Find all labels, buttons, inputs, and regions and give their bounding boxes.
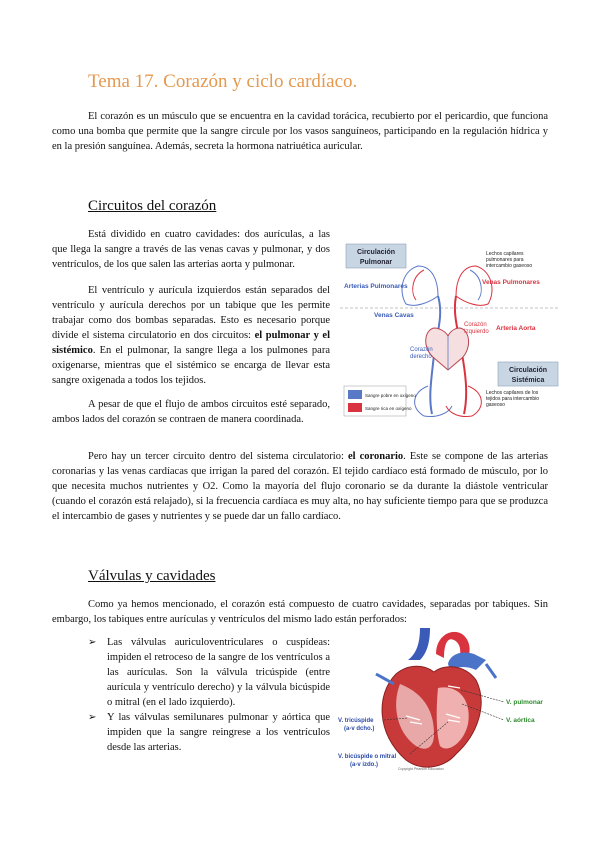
label-lechos-top-2: pulmonares para: [486, 257, 524, 263]
circulation-diagram: [340, 236, 560, 420]
label-v-tricuspide-2: (a-v dcho.): [344, 726, 375, 732]
list-item-text: Las válvulas auriculoventriculares o cuspídeas: impiden el retroceso de la sangre de los ventrículos a las aurículas. Son la válvula tricúspide (entre aurícula y ventrículo derecho) y la válvula bicúspide o mitral (en el lado izquierdo).: [107, 637, 330, 708]
legend-swatch-red: [348, 403, 362, 412]
lung-right-vessels: [470, 270, 481, 300]
box-sistemica-line1: Circulación: [508, 367, 548, 374]
legend-pobre: Sangre pobre en oxígeno: [365, 393, 416, 398]
label-arterias-pulmonares: Arterias Pulmonares: [344, 283, 408, 290]
label-lechos-bottom-3: gaseoso: [486, 402, 505, 408]
label-v-pulmonar: V. pulmonar: [506, 699, 543, 706]
box-pulmonar-line1: Circulación: [356, 249, 396, 256]
label-v-bicuspide-1: V. bicúspide o mitral: [338, 754, 397, 760]
valvulas-list: [88, 635, 330, 755]
circuitos-paragraph-3: A pesar de que el flujo de ambos circuitos esté separado, ambos lados del corazón se contraen de manera coordinada.: [52, 399, 330, 425]
intro-paragraph: El corazón es un músculo que se encuentra en la cavidad torácica, recubierto por el pericardio, que funciona como una bomba que permite que la sangre circule por los vasos sanguíneos, participando en la regulación hídrica y en la presión sanguínea. Además, secreta la hormona natriuética auricular.: [52, 111, 548, 152]
label-lechos-top-1: Lechos capilares: [486, 251, 524, 257]
label-corazon-der-2: derecho: [410, 354, 432, 360]
section-heading-valvulas: Válvulas y cavidades: [88, 568, 216, 584]
lung-left-vessels: [413, 270, 424, 300]
list-item: [88, 635, 330, 710]
list-item-text: Y las válvulas semilunares pulmonar y aórtica que impiden que la sangre reingrese a los ventrículos desde las arterias.: [107, 712, 330, 753]
legend-swatch-blue: [348, 390, 362, 399]
capillary-left: [415, 386, 452, 417]
bold-term: el pulmonar y el sistémico: [52, 330, 331, 356]
legend-rica: Sangre rica en oxígeno: [365, 406, 412, 411]
label-lechos-top-3: intercambio gaseoso: [486, 263, 533, 269]
superior-vena-cava: [408, 628, 430, 660]
text-run: . En el pulmonar, la sangre llega a los pulmones para oxigenarse, mientras que el sistémico se encarga de llevar esta sangre oxigenada a todos los tejidos.: [52, 345, 330, 386]
label-v-tricuspide-1: V. tricúspide: [338, 718, 374, 724]
valvulas-paragraph-1: Como ya hemos mencionado, el corazón está compuesto de cuatro cavidades, separadas por tabiques. Sin embargo, los tabiques entre aurículas y ventrículos del mismo lado están perforados:: [52, 599, 548, 625]
text-run: Pero hay un tercer circuito dentro del sistema circulatorio:: [88, 451, 344, 462]
section-heading-circuitos: Circuitos del corazón: [88, 198, 217, 214]
credit-text: Copyright Pearson Education: [398, 767, 444, 771]
box-pulmonar-line2: Pulmonar: [359, 259, 393, 266]
bold-term: el coronario: [347, 451, 404, 462]
circuitos-paragraph-1: Está dividido en cuatro cavidades: dos aurículas, a las que llega la sangre a través de las venas cavas y pulmonar, y dos ventrículos, de los que salen las arterias aorta y pulmonar.: [52, 229, 330, 270]
text-run: . Este se compone de las arterias coronarias y las venas cardíacas que irrigan la pared del corazón. El tejido cardíaco está formado de músculo, por lo que necesita muchos nutrientes y O2. Como la mayoría del flujo coronario se da durante la diástole ventricular (cuando el corazón está relajado), si la frecuencia cardíaca es muy alta, no hay suficiente tiempo para que se produzca el intercambio de gases y nutrientes y se puede dar un fallo cardíaco.: [52, 451, 548, 522]
heart-valves-diagram: [336, 624, 556, 772]
label-lechos-bottom-1: Lechos capilares de los: [486, 390, 539, 396]
label-lechos-bottom-2: tejidos para intercambio: [486, 396, 540, 402]
page-title: Tema 17. Corazón y ciclo cardíaco.: [88, 71, 358, 92]
arrow-bullet-icon: ➢: [88, 712, 97, 723]
label-venas-cavas: Venas Cavas: [374, 312, 414, 319]
arrow-bullet-icon: ➢: [88, 637, 97, 648]
list-item: [88, 710, 330, 755]
circuitos-paragraph-2: [52, 283, 330, 388]
label-corazon-der-1: Corazón: [410, 347, 433, 353]
label-corazon-izq-1: Corazón: [464, 322, 487, 328]
label-corazon-izq-2: Izquierdo: [464, 329, 489, 335]
text-run: El ventrículo y aurícula izquierdos están separados del ventrículo y aurícula derechos por un tabique que les permite trabajar como dos bombas separadas. Esto es necesario porque divide el sistema circulatorio en dos circuitos:: [52, 285, 330, 341]
label-v-bicuspide-2: (a-v izdo.): [350, 762, 378, 768]
label-venas-pulmonares: Venas Pulmonares: [482, 279, 540, 286]
box-sistemica-line2: Sistémica: [511, 377, 545, 384]
circuitos-paragraph-4: [52, 449, 548, 524]
label-v-aortica: V. aórtica: [506, 717, 535, 724]
label-arteria-aorta: Arteria Aorta: [496, 325, 536, 332]
